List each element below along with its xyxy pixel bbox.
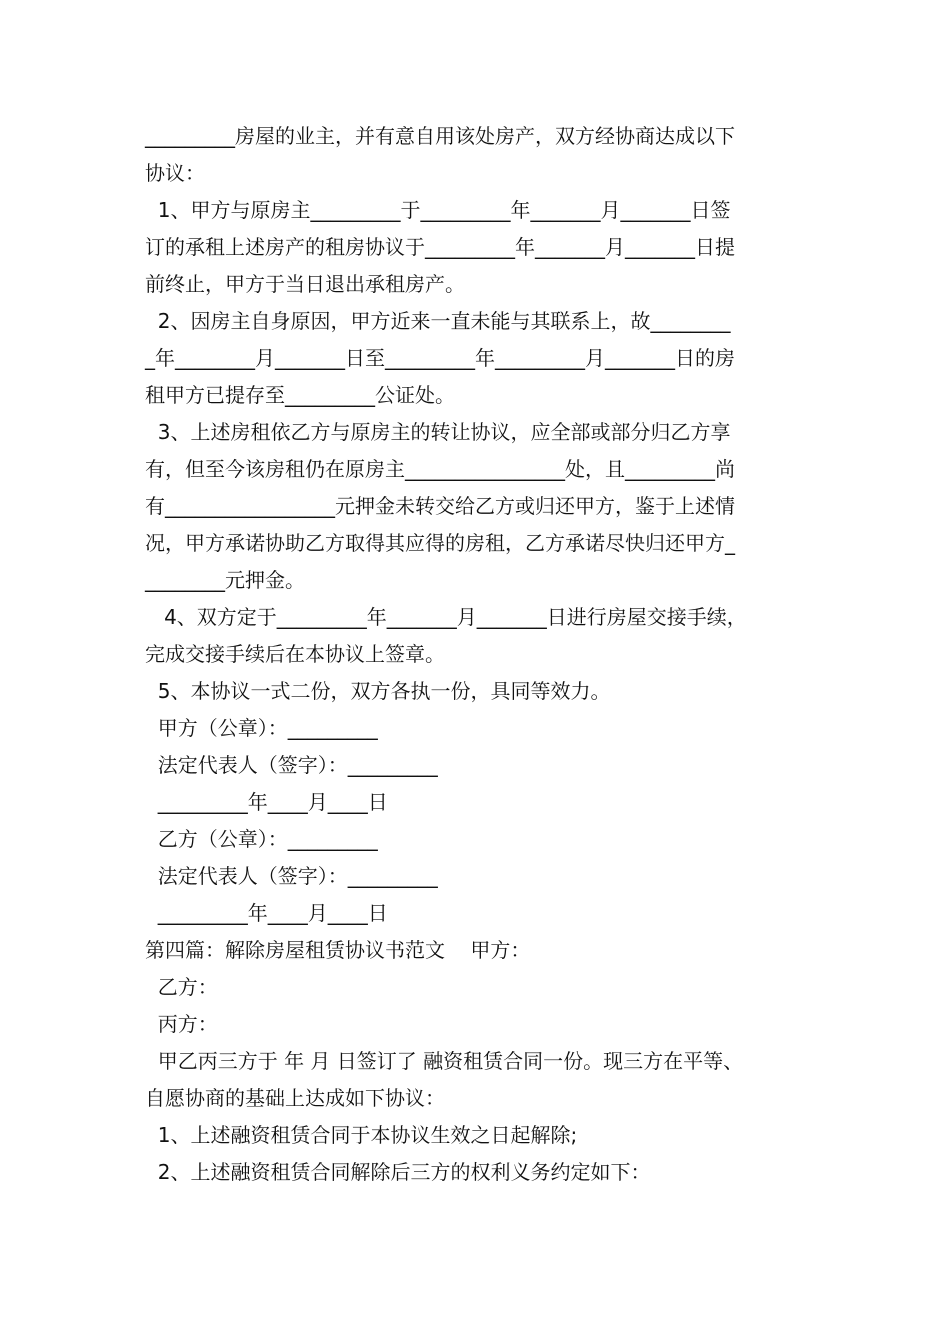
text-line: 租甲方已提存至_________公证处。 xyxy=(145,383,455,407)
text-line: 5、本协议一式二份，双方各执一份，具同等效力。 xyxy=(145,679,611,703)
document-body xyxy=(145,118,810,1191)
text-line: 乙方： xyxy=(145,975,218,999)
text-line: 3、上述房租依乙方与原房主的转让协议，应全部或部分归乙方享 xyxy=(145,420,731,444)
text-line: _________年____月____日 xyxy=(145,901,388,925)
text-line: 2、上述融资租赁合同解除后三方的权利义务约定如下： xyxy=(145,1160,651,1184)
text-line: 1、上述融资租赁合同于本协议生效之日起解除; xyxy=(145,1123,578,1147)
text-line: 订的承租上述房产的租房协议于_________年_______月_______日提 xyxy=(145,235,735,259)
text-line: 乙方（公章）：_________ xyxy=(145,827,378,851)
text-line: 2、因房主自身原因，甲方近来一直未能与其联系上，故________ xyxy=(145,309,731,333)
text-line: 自愿协商的基础上达成如下协议： xyxy=(145,1086,445,1110)
text-line: 甲乙丙三方于 年 月 日签订了 融资租赁合同一份。现三方在平等、 xyxy=(145,1049,744,1073)
text-line: _________年____月____日 xyxy=(145,790,388,814)
text-line: 甲方（公章）：_________ xyxy=(145,716,378,740)
text-line: ________元押金。 xyxy=(145,568,305,592)
text-line: 完成交接手续后在本协议上签章。 xyxy=(145,642,445,666)
text-line: _________房屋的业主，并有意自用该处房产，双方经协商达成以下 xyxy=(145,124,735,148)
text-line: 协议： xyxy=(145,161,205,185)
text-line: _年________月_______日至_________年_________月_______日的房 xyxy=(145,346,735,370)
text-line: 有，但至今该房租仍在原房主________________处，且_________尚 xyxy=(145,457,735,481)
text-line: 前终止，甲方于当日退出承租房产。 xyxy=(145,272,465,296)
section-heading: 第四篇：解除房屋租赁协议书范文 甲方： xyxy=(145,938,531,962)
text-line: 法定代表人（签字）：_________ xyxy=(145,753,438,777)
text-line: 况，甲方承诺协助乙方取得其应得的房租，乙方承诺尽快归还甲方_ xyxy=(145,531,735,555)
text-line: 丙方： xyxy=(145,1012,218,1036)
text-line: 1、甲方与原房主_________于_________年_______月_______日签 xyxy=(145,198,731,222)
text-line: 有_________________元押金未转交给乙方或归还甲方，鉴于上述情 xyxy=(145,494,735,518)
text-line: 4、双方定于_________年_______月_______日进行房屋交接手续， xyxy=(145,605,747,629)
text-line: 法定代表人（签字）：_________ xyxy=(145,864,438,888)
